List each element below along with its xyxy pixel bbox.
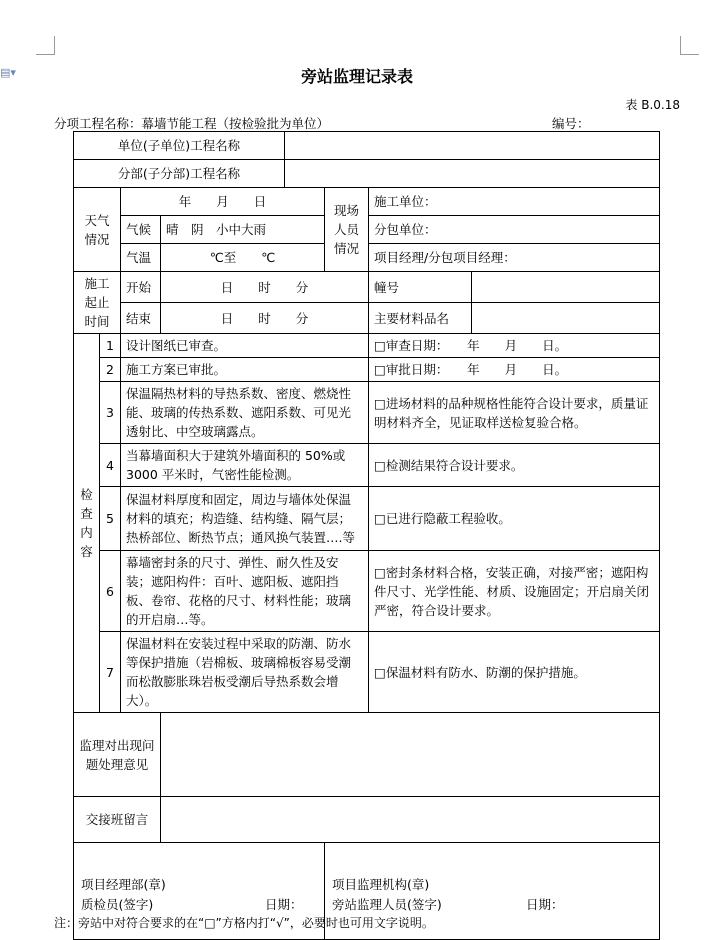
building-number-label: 幢号 (369, 272, 472, 303)
inspector-signature-label: 质检员(签字) (81, 897, 154, 912)
project-name-line: 分项工程名称：幕墙节能工程（按检验批为单位） (54, 116, 330, 131)
footnote: 注：旁站中对符合要求的在“□”方格内打“√”，必要时也可用文字说明。 (54, 916, 434, 930)
climate-label: 气候 (121, 216, 161, 244)
check-item-result[interactable]: □检测结果符合设计要求。 (369, 444, 660, 487)
building-number-field[interactable] (472, 272, 660, 303)
page-title: 旁站监理记录表 (300, 67, 413, 86)
check-item-result[interactable]: □保温材料有防水、防潮的保护措施。 (369, 632, 660, 713)
check-item-content: 施工方案已审批。 (121, 358, 369, 382)
check-item-number: 4 (100, 444, 121, 487)
check-item-result[interactable]: □已进行隐蔽工程验收。 (369, 487, 660, 551)
main-material-label: 主要材料品名 (369, 303, 472, 334)
contractor-date-label: 日期： (265, 897, 303, 912)
check-item-content: 保温材料厚度和固定，周边与墙体处保温材料的填充；构造缝、结构缝、隔气层；热桥部位、断热节点；通风换气装置….等 (121, 487, 369, 551)
temperature-label: 气温 (121, 244, 161, 272)
sub-unit-field[interactable]: 分包单位： (369, 216, 660, 244)
staff-label: 现场人员情况 (325, 188, 369, 272)
code-label: 编号： (552, 116, 590, 131)
form-number: 表 B.0.18 (625, 98, 680, 112)
construction-unit-field[interactable]: 施工单位： (369, 188, 660, 216)
supervision-org-label: 项目监理机构(章) (332, 877, 430, 892)
weather-label: 天气情况 (74, 188, 121, 272)
subunit-name-label: 分部(子分部)工程名称 (74, 160, 285, 188)
check-item-number: 2 (100, 358, 121, 382)
check-item-content: 设计图纸已审查。 (121, 334, 369, 358)
start-label: 开始 (121, 272, 161, 303)
date-field[interactable]: 年 月 日 (121, 188, 325, 216)
record-form-table (73, 131, 660, 940)
check-item-result[interactable]: □审查日期： 年 月 日。 (369, 334, 660, 358)
check-item-number: 5 (100, 487, 121, 551)
handling-opinion-label: 监理对出现问题处理意见 (74, 713, 161, 797)
check-item-number: 3 (100, 382, 121, 444)
check-item-content: 保温隔热材料的导热系数、密度、燃烧性能、玻璃的传热系数、遮阳系数、可见光透射比、中空玻璃露点。 (121, 382, 369, 444)
main-material-field[interactable] (472, 303, 660, 334)
end-time-field[interactable]: 日 时 分 (161, 303, 369, 334)
contractor-org-label: 项目经理部(章) (81, 877, 166, 892)
supervisor-signature-label: 旁站监理人员(签字) (332, 897, 442, 912)
supervisor-date-label: 日期： (526, 897, 564, 912)
handling-opinion-field[interactable] (161, 713, 660, 797)
crop-mark-top-left (36, 36, 55, 55)
check-item-result[interactable]: □审批日期： 年 月 日。 (369, 358, 660, 382)
end-label: 结束 (121, 303, 161, 334)
check-item-result[interactable]: □密封条材料合格，安装正确，对接严密；遮阳构件尺寸、光学性能、材质、设施固定；开启扇关闭严密，符合设计要求。 (369, 551, 660, 632)
check-item-content: 幕墙密封条的尺寸、弹性、耐久性及安装；遮阳构件：百叶、遮阳板、遮阳挡板、卷帘、花格的尺寸、材料性能；玻璃的开启扇…等。 (121, 551, 369, 632)
check-item-number: 7 (100, 632, 121, 713)
crop-mark-top-right (680, 36, 699, 55)
page-nav-icon[interactable]: ▤▾ (0, 66, 16, 79)
handover-message-label: 交接班留言 (74, 797, 161, 843)
check-item-number: 6 (100, 551, 121, 632)
check-item-content: 保温材料在安装过程中采取的防潮、防水等保护措施（岩棉板、玻璃棉板容易受潮而松散膨胀珠岩板受潮后导热系数会增大）。 (121, 632, 369, 713)
check-content-label: 检查内容 (74, 334, 100, 713)
handover-message-field[interactable] (161, 797, 660, 843)
check-item-content: 当幕墙面积大于建筑外墙面积的 50%或 3000 平米时，气密性能检测。 (121, 444, 369, 487)
temperature-field[interactable]: ℃至 ℃ (161, 244, 325, 272)
unit-name-field[interactable] (285, 132, 660, 160)
check-item-result[interactable]: □进场材料的品种规格性能符合设计要求，质量证明材料齐全，见证取样送检复验合格。 (369, 382, 660, 444)
project-manager-field[interactable]: 项目经理/分包项目经理： (369, 244, 660, 272)
subunit-name-field[interactable] (285, 160, 660, 188)
construction-time-label: 施工起止时间 (74, 272, 121, 334)
climate-options[interactable]: 晴 阴 小中大雨 (161, 216, 325, 244)
unit-name-label: 单位(子单位)工程名称 (74, 132, 285, 160)
check-item-number: 1 (100, 334, 121, 358)
start-time-field[interactable]: 日 时 分 (161, 272, 369, 303)
